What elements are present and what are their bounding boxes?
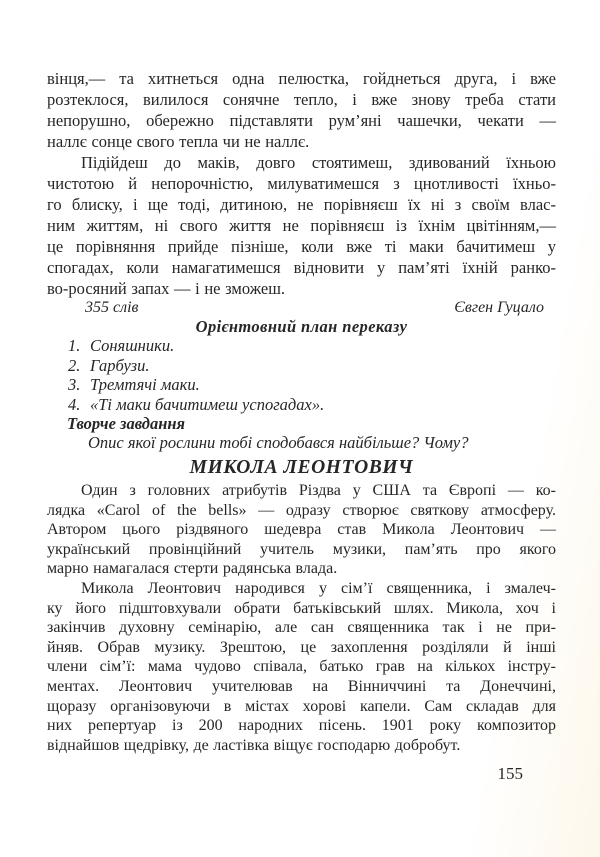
text-line: йняв. Обрав музику. Зрештою, це захоплення розділяли й інші [47,638,556,656]
text-line: марно намагалася стерти радянська влада. [47,560,338,578]
text-line: наллє сонце свого тепла чи не наллє. [47,132,310,151]
text-line: Підійдеш до маків, довго стоятимеш, здивований їхньою [81,153,556,172]
text-line: вінця,— та хитнеться одна пелюстка, гойднеться друга, і вже [47,69,556,88]
text-line: го блиску, і ще тоді, дитиною, не порівняєш їх ні з своїм влас- [47,195,556,214]
text-line: віднайшов щедрівку, де ластівка віщує господарю добробут. [47,736,461,754]
section-title: МИКОЛА ЛЕОНТОВИЧ [189,457,414,478]
plan-item-text: Соняшники. [90,336,175,355]
plan-item-number: 2. [68,355,81,375]
author-name: Євген Гуцало [454,299,544,316]
task-question: Опис якої рослини тобі сподобався найбільше? Чому? [88,433,469,452]
plan-item [47,395,556,415]
paragraph [47,68,556,152]
paragraph [47,481,556,579]
section-text [47,481,556,755]
text-line: лядка «Carol of the bells» — одразу створює святкову атмосферу. [47,501,556,519]
text-line: щоразу організовуючи в містах хорові капели. Сам складав для [47,697,556,715]
plan-item-text: Гарбузи. [90,355,150,375]
paragraph [47,152,556,299]
text-line: це порівняння прийде пізніше, коли вже ті маки бачитимеш у [47,237,556,256]
plan-item-number: 1. [68,336,81,355]
text-line: розтеклося, вилилося сонячне тепло, і вже знову треба стати [47,90,556,109]
plan-heading: Орієнтовний план переказу [195,317,408,336]
text-line: ку його підштовхували обрати батьківський шлях. Микола, хоч і [47,599,556,617]
text-line: закінчив духовну семінарію, але сан священника так і не при- [47,619,556,637]
text-line: члени сім’ї: мама чудово співала, батько грав на кількох інстру- [47,658,556,676]
plan-item-text: «Ті маки бачитимеш успогадах». [90,394,325,414]
plan-item [47,356,556,376]
text-line: український провінційний учитель музики, пам’ять про якого [47,540,556,558]
plan-list [47,336,556,414]
text-line: Один з головних атрибутів Різдва у США та Європі — ко- [81,482,556,499]
plan-item [47,336,556,356]
text-line: Микола Леонтович народився у сім’ї священника, і змалеч- [81,579,556,597]
paragraph [47,579,556,755]
plan-item [47,375,556,395]
byline-row [47,299,556,317]
text-line: во-росяний запах — і не зможеш. [47,279,286,298]
retelling-text [47,68,556,299]
text-line: них репертуар із 200 народних пісень. 1901 року композитор [47,717,556,735]
page-number: 155 [497,764,523,784]
plan-item-text: Тремтячі маки. [90,375,200,394]
word-count: 355 слів [85,299,139,316]
text-line: непорушно, обережно підставляти рум’яні чашечки, чекати — [47,111,556,130]
text-line: Автором цього різдвяного шедевра став Микола Леонтович — [47,521,556,539]
plan-item-number: 4. [68,394,81,414]
text-line: чистотою й непорочністю, милуватимешся з цнотливості їхньо- [47,174,556,193]
task-heading: Творче завдання [67,414,186,433]
plan-item-number: 3. [68,375,81,394]
text-line: ним життям, ні свого життя не порівняєш із їхнім цвітінням,— [47,216,556,235]
text-line: спогадах, коли намагатимешся відновити у пам’яті їхній ранко- [47,258,556,277]
text-line: ментах. Леонтович учителював на Вінниччині та Донеччині, [47,677,556,695]
